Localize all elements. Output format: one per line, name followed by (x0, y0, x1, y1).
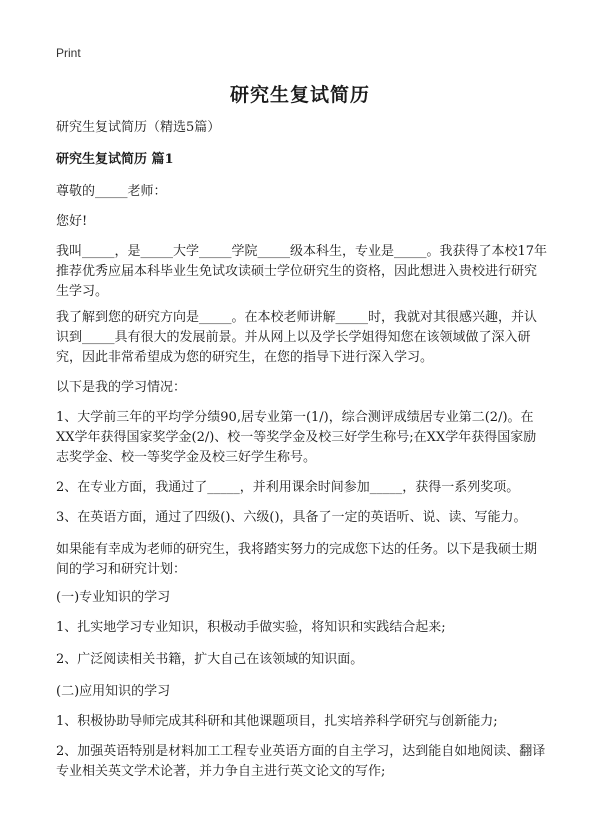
list-item-research: 1、积极协助导师完成其科研和其他课题项目，扎实培养科学研究与创新能力; (56, 714, 498, 729)
list-item-english-study: 2、加强英语特别是材料加工工程专业英语方面的自主学习，达到能自如地阅读、翻译专业相关英文学术论著，并力争自主进行英文论文的写作; (56, 744, 546, 779)
print-label[interactable]: Print (56, 46, 81, 60)
paragraph-plan-intro: 如果能有幸成为老师的研究生，我将踏实努力的完成您下达的任务。以下是我硕士期间的学习和研究计划： (56, 542, 538, 577)
list-item-reading: 2、广泛阅读相关书籍，扩大自己在该领域的知识面。 (56, 652, 364, 667)
list-item-english: 3、在英语方面，通过了四级()、六级()，具备了一定的英语听、说、读、写能力。 (56, 510, 527, 525)
greeting: 您好! (56, 214, 88, 229)
salutation: 尊敬的_____老师： (56, 184, 167, 199)
document-subtitle: 研究生复试简历（精选5篇） (56, 120, 221, 135)
list-item-practice: 1、扎实地学习专业知识，积极动手做实验，将知识和实践结合起来; (56, 620, 446, 635)
section-heading: 研究生复试简历 篇1 (56, 152, 174, 167)
list-item-grades: 1、大学前三年的平均学分绩90,居专业第一(1/)，综合测评成绩居专业第二(2/)。在XX学年获得国家奖学金(2/)、校一等奖学金及校三好学生称号;在XX学年获得国家励志奖学金、校一等奖学金及校三好学生称号。 (56, 410, 537, 465)
document-title: 研究生复试简历 (229, 84, 370, 106)
subheading-professional-knowledge: (一)专业知识的学习 (56, 590, 171, 605)
paragraph-research-direction: 我了解到您的研究方向是_____。在本校老师讲解_____时，我就对其很感兴趣，并认识到_____具有很大的发展前景。并从网上以及学长学姐得知您在该领域做了深入研究，因此非常希望成为您的研究生，在您的指导下进行深入学习。 (56, 310, 538, 365)
list-item-major: 2、在专业方面，我通过了_____，并利用课余时间参加_____，获得一系列奖项。 (56, 480, 520, 495)
paragraph-intro: 我叫_____，是_____大学_____学院_____级本科生，专业是_____。我获得了本校17年推荐优秀应届本科毕业生免试攻读硕士学位研究生的资格，因此想进入贵校进行研究生学习。 (56, 244, 548, 299)
subheading-applied-knowledge: (二)应用知识的学习 (56, 684, 171, 699)
paragraph-study-status: 以下是我的学习情况： (56, 380, 187, 395)
